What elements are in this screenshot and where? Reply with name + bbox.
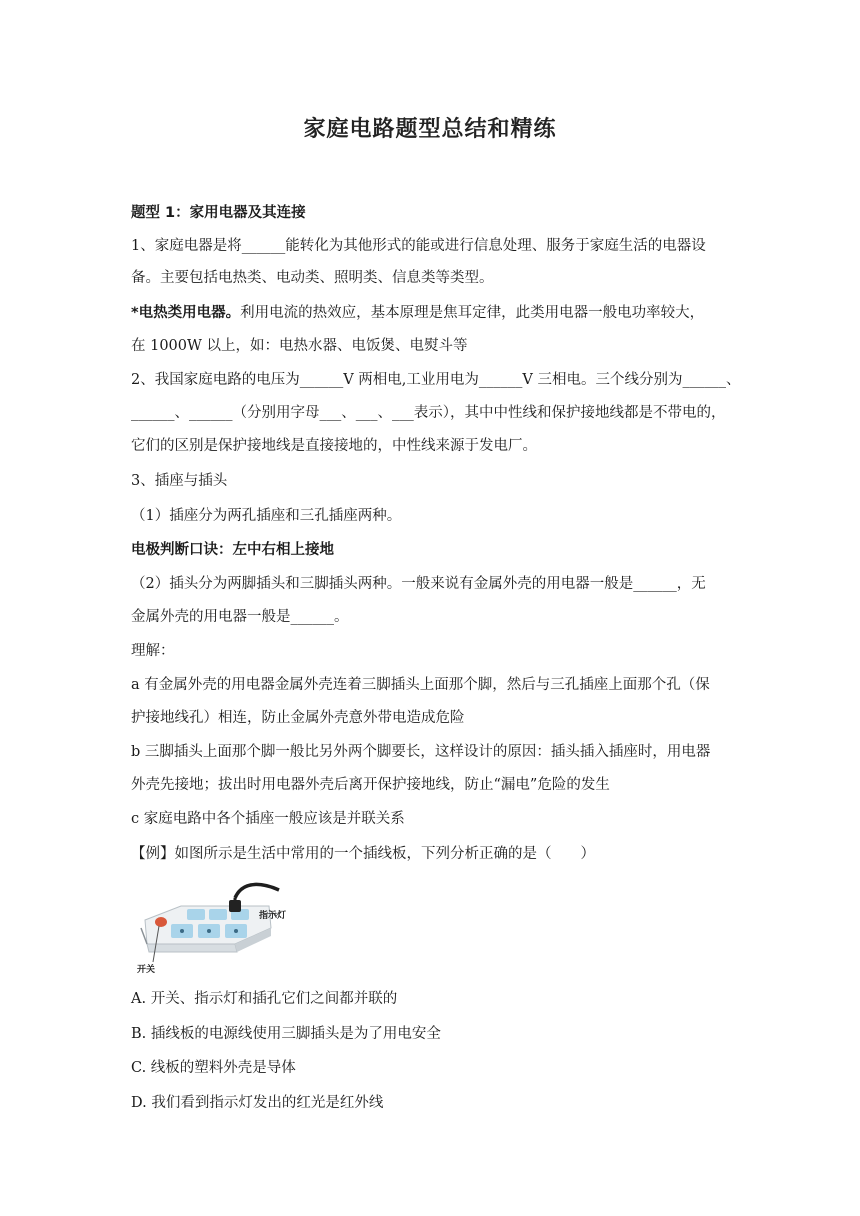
section-heading: 题型 1：家用电器及其连接 [131,205,306,221]
paragraph-1-line-2: 备。主要包括电热类、电动类、照明类、信息类等类型。 [131,270,494,286]
indicator-label: 指示灯 [259,911,287,921]
paragraph-1-line-1: 1、家庭电器是将______能转化为其他形式的能或进行信息处理、服务于家庭生活的电器设 [131,238,706,254]
paragraph-5: （1）插座分为两孔插座和三孔插座两种。 [131,508,402,524]
paragraph-7-line-2: 金属外壳的用电器一般是______。 [131,609,349,625]
electrothermal-text: 利用电流的热效应，基本原理是焦耳定律，此类用电器一般电功率较大， [240,305,705,321]
paragraph-3-line-1: 2、我国家庭电路的电压为______V 两相电,工业用电为______V 三相电。三个线分别为______、 [131,372,741,388]
point-b-line-2: 外壳先接地；拔出时用电器外壳后离开保护接地线，防止“漏电”危险的发生 [131,777,610,793]
power-cord [235,884,279,898]
example-question: 【例】如图所示是生活中常用的一个插线板，下列分析正确的是（ ） [131,846,595,862]
point-c: c 家庭电路中各个插座一般应该是并联关系 [131,811,405,827]
mnemonic-heading: 电极判断口诀：左中右相上接地 [131,542,334,558]
option-b: B. 插线板的电源线使用三脚插头是为了用电安全 [131,1026,441,1042]
switch-button [155,917,167,927]
paragraph-2-line-1 [131,303,731,323]
electrothermal-heading: *电热类用电器。 [131,305,241,321]
point-a-line-2: 护接地线孔）相连，防止金属外壳意外带电造成危险 [131,710,465,726]
option-c: C. 线板的塑料外壳是导体 [131,1060,296,1076]
point-a-line-1: a 有金属外壳的用电器金属外壳连着三脚插头上面那个脚，然后与三孔插座上面那个孔（保 [131,677,710,693]
power-strip-figure [131,876,287,976]
paragraph-7-line-1: （2）插头分为两脚插头和三脚插头两种。一般来说有金属外壳的用电器一般是______，无 [131,576,706,592]
point-b-line-1: b 三脚插头上面那个脚一般比另外两个脚要长，这样设计的原因：插头插入插座时，用电器 [131,744,711,760]
option-a: A. 开关、指示灯和插孔它们之间都并联的 [131,991,398,1007]
switch-label: 开关 [137,965,156,975]
paragraph-4: 3、插座与插头 [131,473,228,489]
document-title: 家庭电路题型总结和精练 [303,117,557,142]
option-d: D. 我们看到指示灯发出的红光是红外线 [131,1095,384,1111]
paragraph-3-line-2: ______、______（分别用字母___、___、___表示），其中中性线和保护接地线都是不带电的， [131,405,726,421]
understanding-label: 理解： [131,643,175,659]
plug [229,900,241,912]
paragraph-3-line-3: 它们的区别是保护接地线是直接接地的，中性线来源于发电厂。 [131,438,537,454]
paragraph-2-line-2: 在 1000W 以上，如：电热水器、电饭煲、电熨斗等 [131,338,468,354]
